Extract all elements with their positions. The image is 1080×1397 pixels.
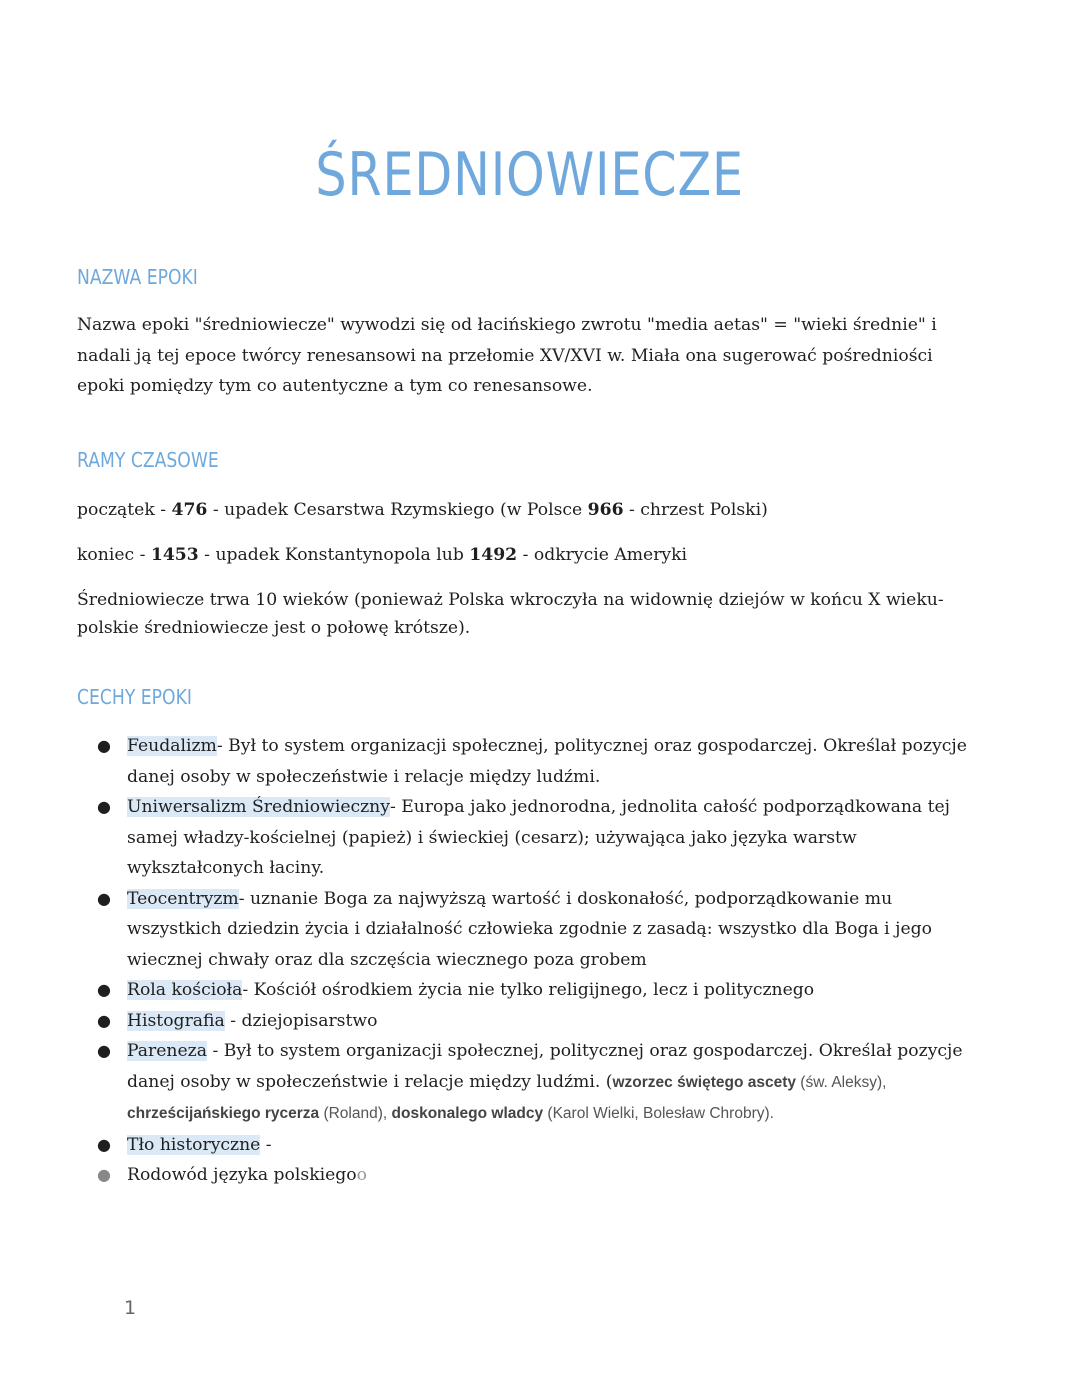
text-segment: początek -: [77, 500, 172, 520]
term-tlo-historyczne: Tło historyczne: [127, 1134, 261, 1155]
item-tail: o: [356, 1165, 368, 1185]
text-segment: (Roland),: [319, 1105, 392, 1122]
list-item: [77, 975, 987, 1006]
paragraph-nazwa: Nazwa epoki "średniowiecze" wywodzi się od łacińskiego zwrotu "media aetas" = "wieki średnie" i nadali ją tej epoce twórcy renesansowi na przełomie XV/XVI w. Miała ona sugerować pośredniości epoki pomiędzy tym co autentyczne a tym co renesansowe.: [77, 315, 937, 396]
list-item: [77, 1006, 987, 1037]
year-1453: 1453: [150, 545, 199, 565]
bullet-icon: ●: [97, 1010, 111, 1030]
list-item: [77, 731, 987, 792]
term-uniwersalizm: Uniwersalizm Średniowieczny: [127, 797, 390, 817]
example-rycerza: chrześcijańskiego rycerza: [127, 1105, 320, 1122]
list-item: [77, 1160, 987, 1191]
item-text: - uznanie Boga za najwyższą wartość i doskonałość, podporządkowanie mu wszystkich dziedzin życia i działalność człowieka zgodnie z zasadą: wszystko dla Boga i jego wiecznej chwały oraz dla szczęścia wiecznego poza grobem: [127, 888, 932, 970]
year-476: 476: [171, 500, 208, 520]
term-teocentryzm: Teocentryzm: [127, 888, 239, 909]
year-1492: 1492: [469, 545, 518, 565]
bullet-icon: ●: [97, 797, 111, 816]
heading-nazwa-epoki: NAZWA EPOKI: [77, 265, 198, 289]
bullet-icon: ●: [97, 888, 111, 908]
text-segment: - odkrycie Ameryki: [517, 545, 688, 565]
page-number: 1: [124, 1297, 137, 1319]
cechy-list: [77, 731, 987, 1191]
list-item: [77, 884, 987, 976]
term-rola-kosciola: Rola kościoła: [127, 980, 243, 1000]
bullet-icon: ●: [97, 1041, 111, 1060]
year-966: 966: [587, 500, 624, 520]
page-title: ŚREDNIOWIECZE: [315, 140, 744, 210]
term-histografia: Histografia: [127, 1010, 225, 1031]
item-text: - Był to system organizacji społecznej, politycznej oraz gospodarczej. Określał pozycje danej osoby w społeczeństwie i relacje między ludźmi. (: [127, 1041, 963, 1092]
text-segment: koniec -: [77, 545, 151, 565]
text-segment: (Karol Wielki, Bolesław Chrobry).: [543, 1105, 774, 1122]
term-feudalizm: Feudalizm: [127, 736, 217, 756]
example-wladcy: doskonalego wladcy: [391, 1105, 544, 1122]
item-text: Rodowód języka polskiego: [127, 1165, 357, 1185]
text-segment: - upadek Konstantynopola lub: [198, 545, 470, 565]
item-text: - dziejopisarstwo: [224, 1010, 378, 1031]
bullet-icon: ●: [97, 736, 111, 755]
term-pareneza: Pareneza: [127, 1041, 207, 1061]
item-text: - Był to system organizacji społecznej, politycznej oraz gospodarczej. Określał pozycje danej osoby w społeczeństwie i relacje między ludźmi.: [127, 736, 967, 787]
line-poczatek: [77, 496, 768, 524]
text-segment: - upadek Cesarstwa Rzymskiego (w Polsce: [207, 500, 588, 520]
list-item: [77, 1036, 987, 1130]
heading-cechy-epoki: CECHY EPOKI: [77, 685, 192, 709]
item-text: -: [260, 1134, 272, 1155]
heading-ramy-czasowe: RAMY CZASOWE: [77, 448, 219, 472]
example-ascety: wzorzec świętego ascety: [612, 1073, 796, 1091]
bullet-icon: ●: [97, 980, 111, 999]
text-segment: (św. Aleksy),: [796, 1073, 887, 1091]
bullet-icon: ●: [97, 1134, 111, 1154]
line-koniec: [77, 541, 687, 569]
item-text: - Kościół ośrodkiem życia nie tylko religijnego, lecz i politycznego: [242, 980, 815, 1000]
text-segment: - chrzest Polski): [623, 500, 768, 520]
bullet-icon: ●: [97, 1165, 111, 1184]
paragraph-ramy-note: Średniowiecze trwa 10 wieków (ponieważ Polska wkroczyła na widownię dziejów w końcu X wieku-polskie średniowiecze jest o połowę krótsze).: [77, 590, 944, 638]
list-item: [77, 1130, 987, 1161]
list-item: [77, 792, 987, 884]
item-text: - Europa jako jednorodna, jednolita całość podporządkowana tej samej władzy-kościelnej (papież) i świeckiej (cesarz); używająca jako języka warstw wykształconych łaciny.: [127, 797, 951, 878]
